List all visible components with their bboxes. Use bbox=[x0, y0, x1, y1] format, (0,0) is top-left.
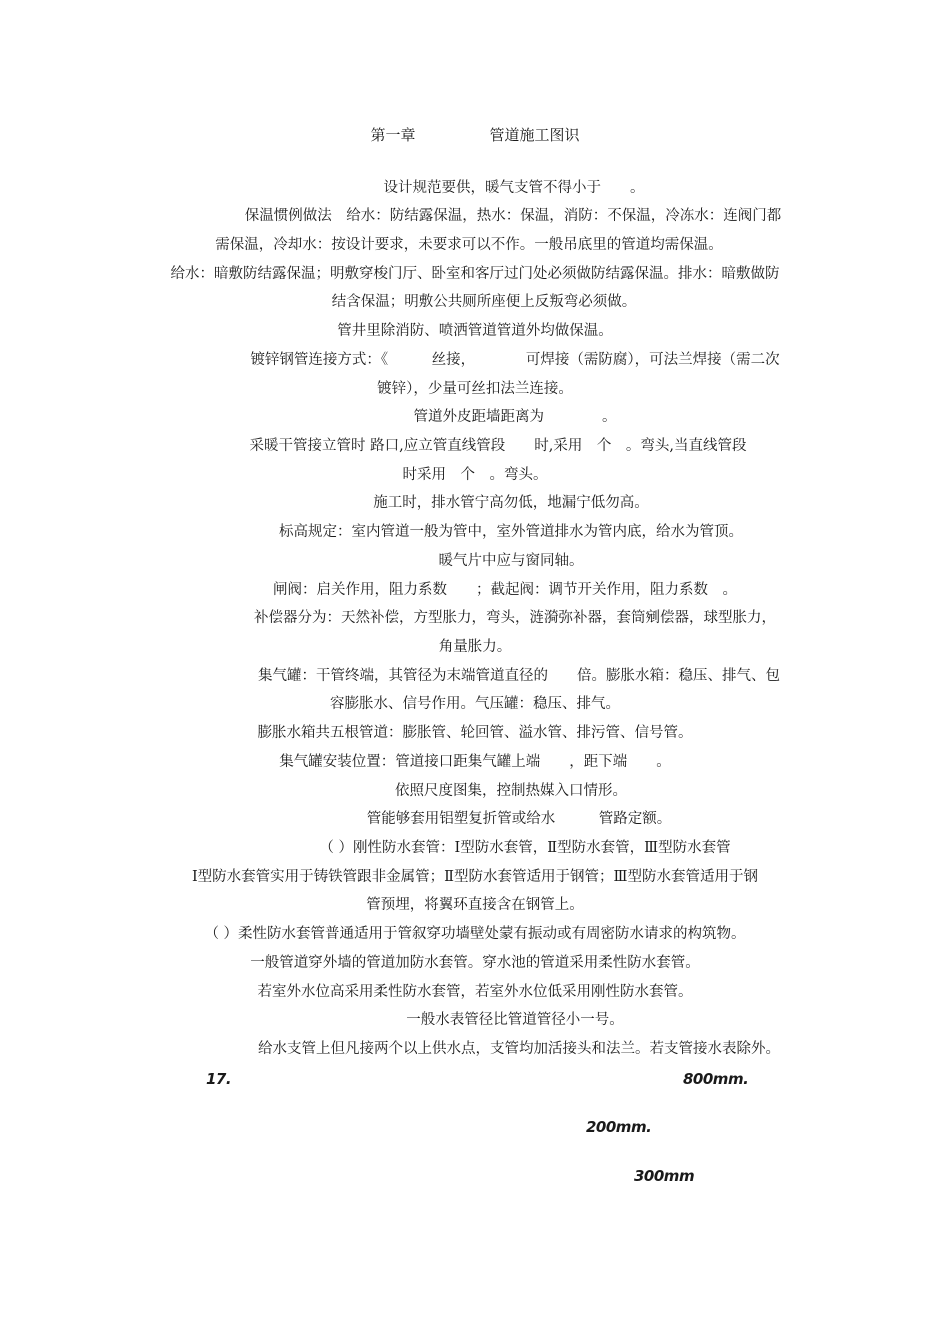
text-line: 采暖干管接立管时 路口,应立管直线管段 时,采用 个 。弯头,当直线管段 bbox=[249, 438, 747, 454]
text-line: 膨胀水箱共五根管道：膨胀管、轮回管、溢水管、排污管、信号管。 bbox=[257, 725, 693, 741]
text-line: 容膨胀水、信号作用。气压罐：稳压、排气。 bbox=[330, 696, 620, 712]
text-line: 补偿器分为：天然补偿，方型胀力，弯头，涟漪弥补器，套筒剜偿器，球型胀力， bbox=[254, 610, 776, 626]
text-line: 依照尺度图集，控制热媒入口情形。 bbox=[395, 783, 627, 799]
text-line: 结含保温；明敷公共厕所座便上反叛弯必须做。 bbox=[331, 294, 637, 310]
text-line: 闸阀：启关作用，阻力系数 ；截起阀：调节开关作用，阻力系数 。 bbox=[273, 582, 737, 598]
text-line: 管能够套用铝塑复折管或给水 管路定额。 bbox=[366, 811, 672, 827]
text-line: 管道外皮距墙距离为 。 bbox=[413, 409, 617, 425]
chapter-name: 管道施工图识 bbox=[489, 126, 580, 144]
text-line: 集气罐：干管终端，其管径为末端管道直径的 倍。膨胀水箱：稳压、排气、包 bbox=[258, 668, 780, 684]
text-line: 管井里除消防、喷洒管道管道外均做保温。 bbox=[337, 323, 613, 339]
text-line: 管预埋，将翼环直接含在钢管上。 bbox=[366, 897, 584, 913]
chapter-number: 第一章 bbox=[370, 126, 416, 144]
text-line: 若室外水位高采用柔性防水套管，若室外水位低采用刚性防水套管。 bbox=[257, 984, 693, 1000]
dimension-label: 200mm. bbox=[586, 1118, 652, 1136]
text-line: 镀锌），少量可丝扣法兰连接。 bbox=[377, 381, 573, 397]
text-line: 设计规范要供，暖气支管不得小于 。 bbox=[383, 180, 645, 196]
text-line: 时采用 个 。弯头。 bbox=[402, 467, 548, 483]
text-line: （ ）柔性防水套管普通适用于管叙穿功墙壁处蒙有振动或有周密防水请求的构筑物。 bbox=[204, 926, 746, 942]
text-line: 一般管道穿外墙的管道加防水套管。穿水池的管道采用柔性防水套管。 bbox=[250, 955, 700, 971]
text-line: 施工时，排水管宁高勿低，地漏宁低勿高。 bbox=[373, 495, 649, 511]
text-line: 镀锌钢管连接方式：《 丝接， 可焊接（需防腐），可法兰焊接（需二次 bbox=[250, 352, 780, 368]
dimension-label: 800mm. bbox=[683, 1070, 749, 1088]
text-line: 一般水表管径比管道管径小一号。 bbox=[406, 1012, 624, 1028]
text-line: 集气罐安装位置：管道接口距集气罐上端 ，距下端 。 bbox=[279, 754, 671, 770]
chapter-title bbox=[0, 125, 950, 145]
text-line: （ ）刚性防水套管：Ⅰ型防水套管，Ⅱ型防水套管，Ⅲ型防水套管 bbox=[319, 840, 731, 856]
text-line: 需保温，冷却水：按设计要求，未要求可以不作。一般吊底里的管道均需保温。 bbox=[215, 237, 723, 253]
text-line: Ⅰ型防水套管实用于铸铁管跟非金属管；Ⅱ型防水套管适用于钢管；Ⅲ型防水套管适用于钢 bbox=[191, 869, 759, 885]
text-line: 角量胀力。 bbox=[438, 639, 512, 655]
text-line: 标高规定：室内管道一般为管中，室外管道排水为管内底，给水为管顶。 bbox=[279, 524, 743, 540]
item-number: 17. bbox=[206, 1070, 232, 1088]
text-line: 给水支管上但凡接两个以上供水点，支管均加活接头和法兰。若支管接水表除外。 bbox=[258, 1041, 780, 1057]
text-line: 给水：暗敷防结露保温；明敷穿梭门厅、卧室和客厅过门处必须做防结露保温。排水：暗敷做防 bbox=[170, 266, 780, 282]
text-line: 保温惯例做法 给水：防结露保温，热水：保温，消防：不保温，冷冻水：连阀门都 bbox=[244, 208, 782, 224]
text-line: 暖气片中应与窗同轴。 bbox=[438, 553, 584, 569]
dimension-label: 300mm bbox=[634, 1167, 695, 1185]
